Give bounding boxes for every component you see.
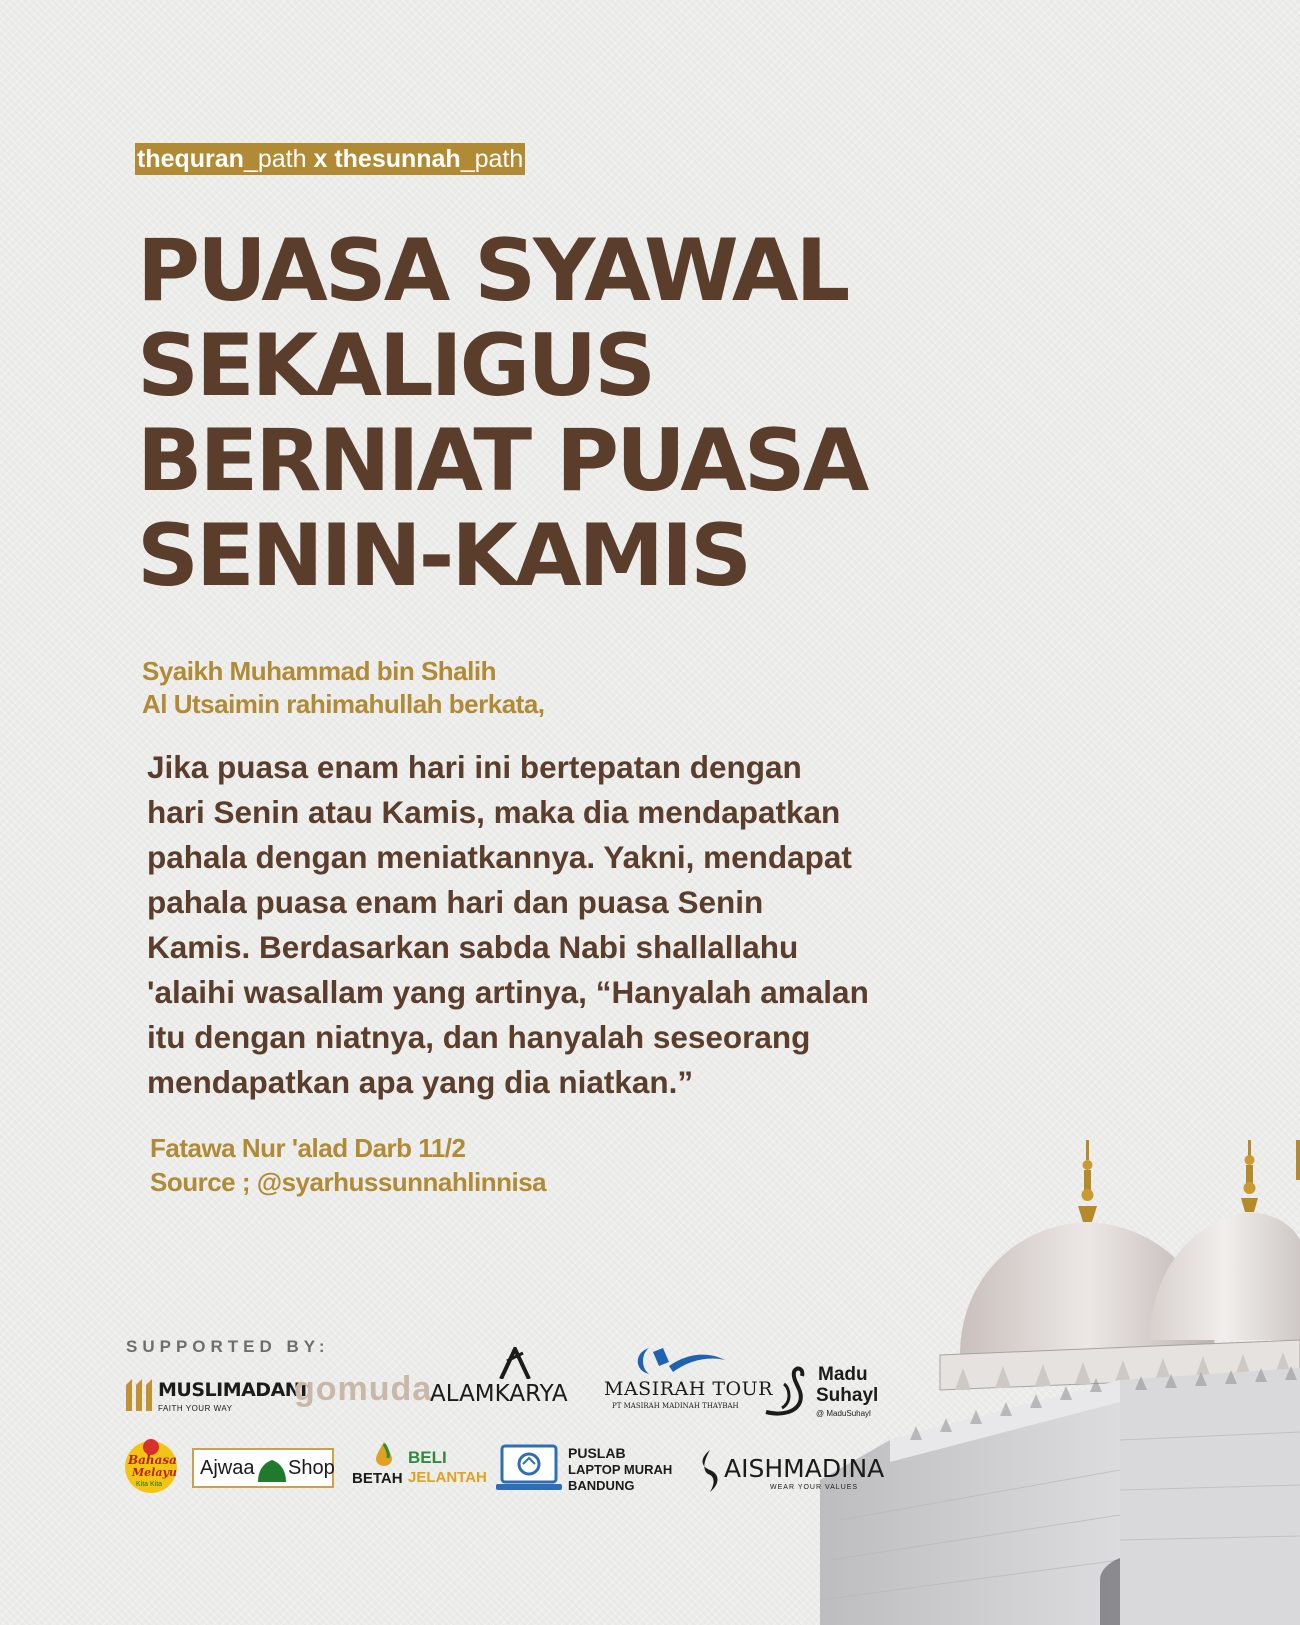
logo-puslab bbox=[496, 1444, 686, 1494]
masirah-tagline: PT MASIRAH MADINAH THAYBAH bbox=[612, 1402, 739, 1410]
masirah-name: MASIRAH TOUR bbox=[604, 1378, 773, 1400]
attribution-line: Al Utsaimin rahimahullah berkata, bbox=[142, 689, 545, 719]
quote-line: pahala dengan meniatkannya. Yakni, mendapat bbox=[147, 839, 852, 875]
handle-x: x bbox=[306, 145, 335, 173]
ajwaa-right: Shop bbox=[288, 1457, 335, 1479]
betah-right: JELANTAH bbox=[408, 1469, 487, 1486]
masirah-icon bbox=[629, 1342, 729, 1380]
logo-gomuda: gomuda bbox=[294, 1370, 433, 1408]
reference-source: Source ; @syarhussunnahlinnisa bbox=[150, 1167, 547, 1197]
muslimadani-tagline: FAITH YOUR WAY bbox=[158, 1404, 233, 1413]
aishmadina-tagline: WEAR YOUR VALUES bbox=[770, 1484, 859, 1491]
page-title bbox=[137, 221, 867, 606]
quote-line: hari Senin atau Kamis, maka dia mendapatkan bbox=[147, 794, 841, 830]
puslab-line1: PUSLAB bbox=[568, 1445, 626, 1461]
alamkarya-icon bbox=[495, 1347, 535, 1379]
attribution bbox=[142, 655, 545, 721]
quote-line: Jika puasa enam hari ini bertepatan dengan bbox=[147, 749, 802, 785]
title-line: PUASA SYAWAL bbox=[137, 221, 848, 321]
reference bbox=[150, 1131, 546, 1199]
betah-left: BETAH bbox=[352, 1470, 403, 1487]
logo-bahasa-melayu bbox=[122, 1437, 180, 1495]
madu-handle: @ MaduSuhayl bbox=[816, 1409, 871, 1418]
logo-ajwaa-shop bbox=[192, 1448, 334, 1488]
quote-text bbox=[147, 745, 977, 1105]
mosque-domes-illustration bbox=[820, 1140, 1300, 1625]
quote-line: pahala puasa enam hari dan puasa Senin bbox=[147, 884, 764, 920]
title-line: SENIN-KAMIS bbox=[137, 506, 750, 606]
attribution-line: Syaikh Muhammad bin Shalih bbox=[142, 656, 496, 686]
handle-part1-bold: thequran bbox=[137, 145, 244, 173]
logo-alamkarya bbox=[430, 1347, 600, 1407]
madu-line1: Madu bbox=[818, 1364, 868, 1385]
quote-line: Kamis. Berdasarkan sabda Nabi shallallahu bbox=[147, 929, 799, 965]
supported-by-label: SUPPORTED BY: bbox=[126, 1337, 330, 1356]
handle-badge bbox=[135, 143, 525, 175]
logo-madu-suhayl bbox=[762, 1364, 892, 1424]
puslab-line3: BANDUNG bbox=[568, 1478, 635, 1493]
madu-line2: Suhayl bbox=[816, 1385, 879, 1406]
ajwaa-left: Ajwaa bbox=[200, 1457, 255, 1479]
bahasa-line1: Bahasa bbox=[128, 1453, 177, 1467]
quote-line: 'alaihi wasallam yang artinya, “Hanyalah amalan bbox=[147, 974, 869, 1010]
quote-line: mendapatkan apa yang dia niatkan.” bbox=[147, 1064, 694, 1100]
aishmadina-name: AISHMADINA bbox=[724, 1454, 885, 1483]
betah-drop-icon bbox=[374, 1440, 394, 1466]
logo-masirah-tour bbox=[604, 1342, 773, 1412]
ajwaa-dome-icon bbox=[256, 1458, 288, 1482]
alamkarya-name: ALAMKARYA bbox=[430, 1381, 568, 1407]
betah-top: BELI bbox=[408, 1448, 447, 1467]
aishmadina-icon bbox=[698, 1448, 722, 1494]
quote-line: itu dengan niatnya, dan hanyalah seseorang bbox=[147, 1019, 811, 1055]
handle-part2-thin: _path bbox=[460, 145, 524, 173]
madu-suhayl-icon bbox=[762, 1364, 818, 1420]
title-line: SEKALIGUS bbox=[137, 316, 654, 416]
title-line: BERNIAT PUASA bbox=[137, 411, 867, 511]
muslimadani-name: MUSLIMADANI bbox=[158, 1379, 307, 1401]
logo-aishmadina bbox=[698, 1448, 898, 1498]
laptop-icon bbox=[496, 1444, 562, 1492]
bahasa-line3: Kita Kita bbox=[136, 1481, 163, 1488]
logo-betah-jelantah bbox=[352, 1440, 490, 1494]
bahasa-line2: Melayu bbox=[132, 1466, 177, 1479]
puslab-line2: LAPTOP MURAH bbox=[568, 1462, 673, 1477]
muslimadani-icon bbox=[124, 1377, 154, 1413]
reference-book: Fatawa Nur 'alad Darb 11/2 bbox=[150, 1133, 466, 1163]
handle-part2-bold: thesunnah bbox=[334, 145, 461, 173]
handle-part1-thin: _path bbox=[243, 145, 307, 173]
